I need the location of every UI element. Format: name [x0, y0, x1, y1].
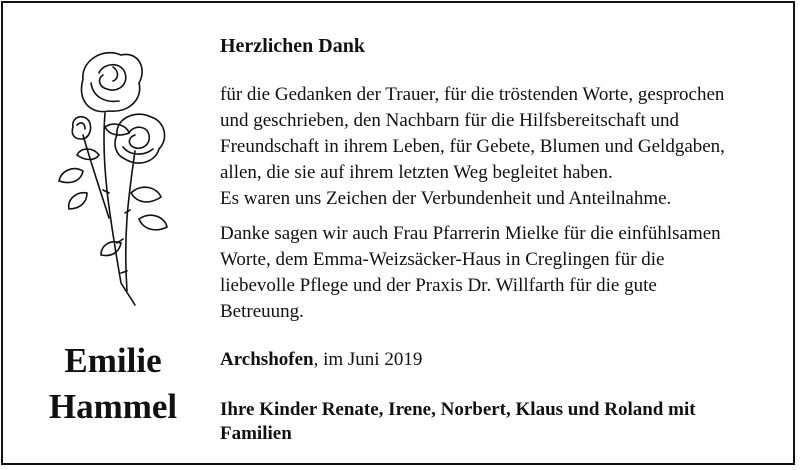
paragraph-thanks — [220, 82, 780, 212]
signature-line: Ihre Kinder Renate, Irene, Norbert, Klaus und Roland mit — [220, 399, 696, 420]
heading: Herzlichen Dank — [220, 35, 365, 57]
text-line: Es waren uns Zeichen der Verbundenheit und Anteilnahme. — [220, 188, 672, 209]
place-date-text: , im Juni 2019 — [313, 349, 423, 370]
signature-line: Familien — [220, 423, 292, 444]
text-line: und geschrieben, den Nachbarn für die Hilfsbereitschaft und — [220, 110, 679, 131]
deceased-last-name: Hammel — [48, 387, 178, 426]
obituary-card — [1, 1, 795, 465]
text-line: Worte, dem Emma-Weizsäcker-Haus in Creglingen für die — [220, 249, 665, 270]
text-line: Danke sagen wir auch Frau Pfarrerin Mielke für die einfühlsamen — [220, 223, 721, 244]
deceased-first-name: Emilie — [64, 341, 162, 380]
text-line: Betreuung. — [220, 301, 304, 322]
text-line: allen, die sie auf ihrem letzten Weg begleitet haben. — [220, 162, 613, 183]
signature — [220, 398, 780, 446]
place-date — [220, 347, 780, 373]
rose-icon — [43, 43, 183, 323]
paragraph-acknowledgement — [220, 221, 780, 325]
place-town: Archshofen — [220, 349, 314, 370]
text-line: Freundschaft in ihrem Leben, für Gebete, Blumen und Geldgaben, — [220, 136, 725, 157]
text-line: für die Gedanken der Trauer, für die tröstenden Worte, gesprochen — [220, 84, 725, 105]
text-line: liebevolle Pflege und der Praxis Dr. Willfarth für die gute — [220, 275, 657, 296]
